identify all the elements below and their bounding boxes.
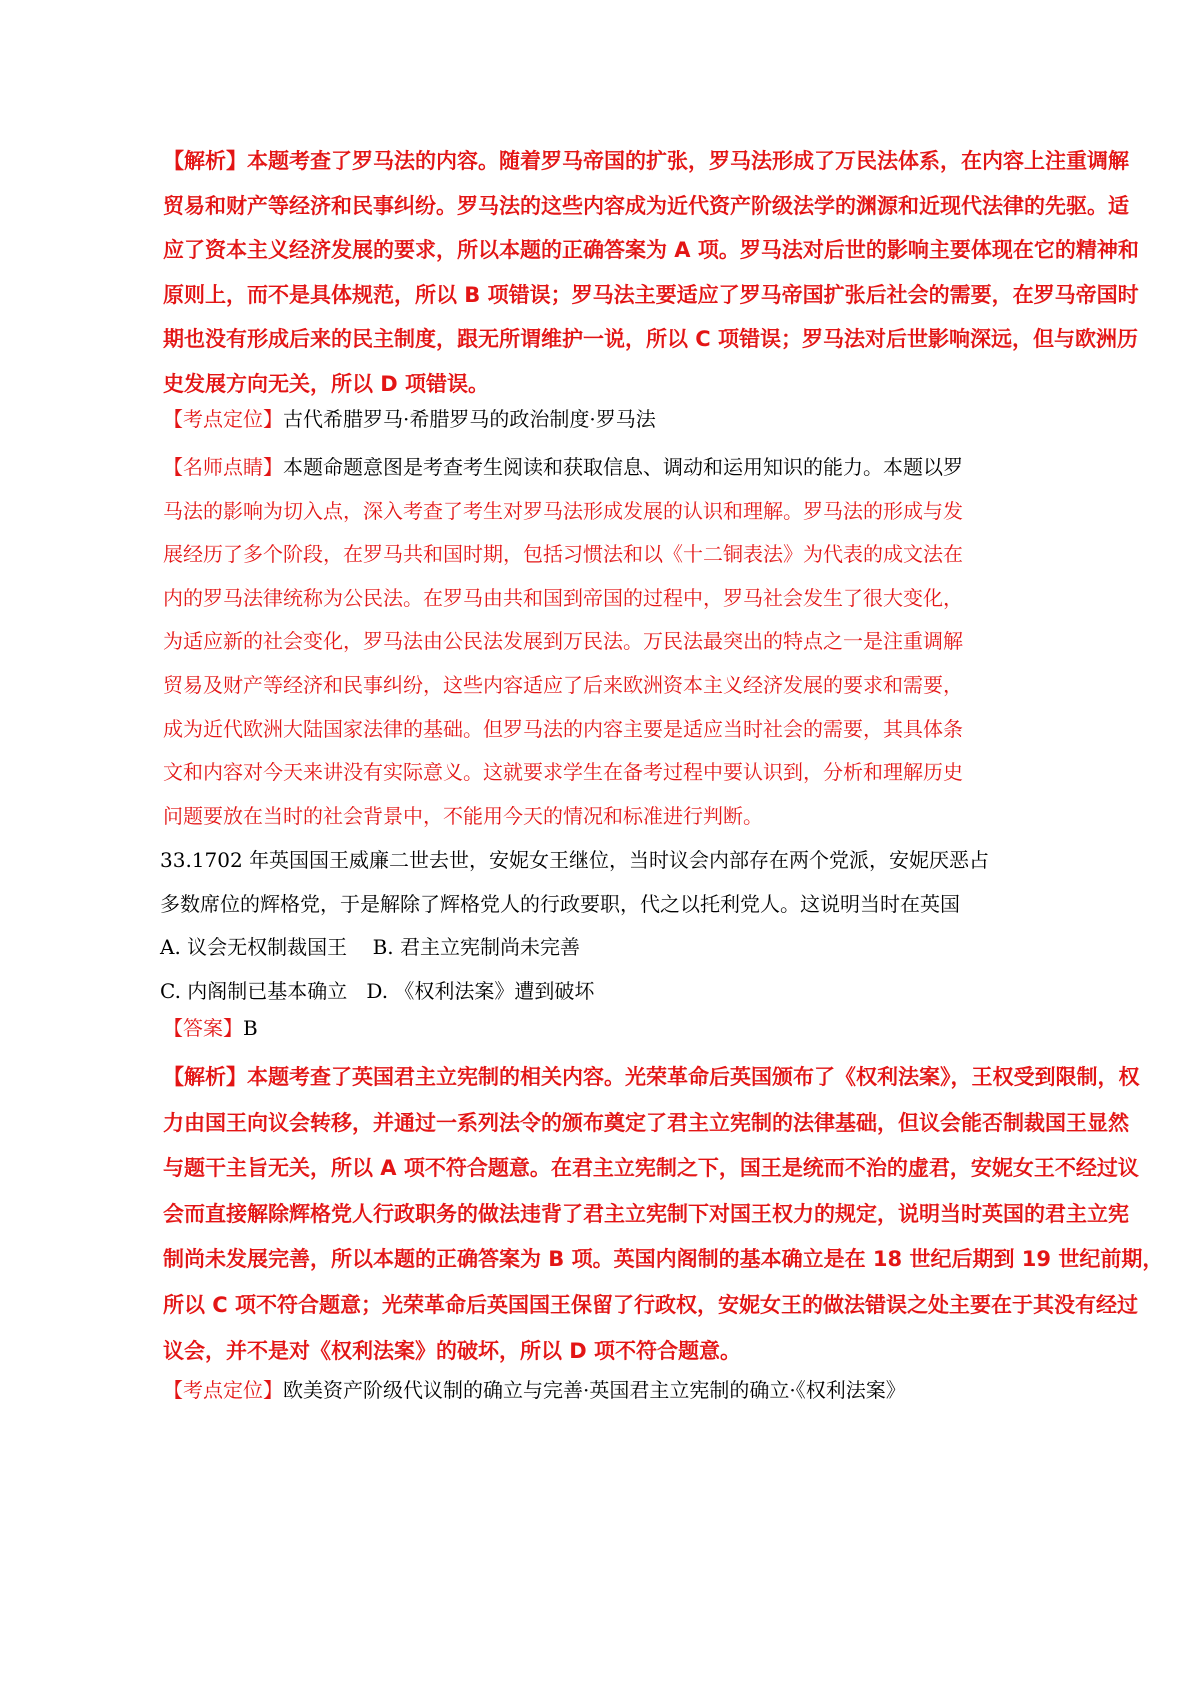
mingshi-line-5: 为适应新的社会变化，罗马法由公民法发展到万民法。万民法最突出的特点之一是注重调解 — [163, 629, 963, 654]
answer-tag: 【答案】 — [163, 1016, 243, 1040]
mingshi-line-8: 文和内容对今天来讲没有实际意义。这就要求学生在备考过程中要认识到，分析和理解历史 — [163, 760, 963, 785]
question-33-options-2: C. 内阁制已基本确立 D. 《权利法案》遭到破坏 — [160, 978, 595, 1003]
mingshi-line-9: 问题要放在当时的社会背景中，不能用今天的情况和标准进行判断。 — [163, 803, 763, 828]
analysis-2-line-6: 所以 C 项不符合题意；光荣革命后英国国王保留了行政权，安妮女王的做法错误之处主要在于其没有经过 — [163, 1292, 1139, 1317]
analysis-1-tag: 【解析】 — [163, 149, 247, 173]
question-33-options-1: A. 议会无权制裁国王 B. 君主立宪制尚未完善 — [160, 935, 580, 960]
analysis-2-line-7: 议会，并不是对《权利法案》的破坏，所以 D 项不符合题意。 — [163, 1338, 742, 1363]
analysis-1-line-3: 应了资本主义经济发展的要求，所以本题的正确答案为 A 项。罗马法对后世的影响主要体现在它的精神和 — [163, 238, 1139, 263]
analysis-2-line-5: 制尚未发展完善，所以本题的正确答案为 B 项。英国内阁制的基本确立是在 18 世纪后期到 19 世纪前期， — [163, 1247, 1164, 1272]
analysis-2-tag: 【解析】 — [163, 1065, 247, 1089]
question-33-line-1: 33.1702 年英国国王威廉二世去世，安妮女王继位，当时议会内部存在两个党派，安妮厌恶占 — [160, 848, 990, 872]
analysis-2-line-4: 会而直接解除辉格党人行政职务的做法违背了君主立宪制下对国王权力的规定，说明当时英国的君主立宪 — [163, 1201, 1129, 1226]
question-33 — [160, 839, 990, 1013]
mingshi-line-4: 内的罗马法律统称为公民法。在罗马由共和国到帝国的过程中，罗马社会发生了很大变化， — [163, 585, 963, 610]
analysis-1-line-2: 贸易和财产等经济和民事纠纷。罗马法的这些内容成为近代资产阶级法学的渊源和近现代法律的先驱。适 — [163, 193, 1129, 218]
mingshi-tag: 【名师点睛】 — [163, 455, 283, 479]
analysis-1-line-1: 【解析】本题考查了罗马法的内容。随着罗马帝国的扩张，罗马法形成了万民法体系，在内容上注重调解 — [163, 149, 1129, 173]
analysis-1-line-5: 期也没有形成后来的民主制度，跟无所谓维护一说，所以 C 项错误；罗马法对后世影响深远，但与欧洲历 — [163, 327, 1139, 352]
mingshi-line-3: 展经历了多个阶段，在罗马共和国时期，包括习惯法和以《十二铜表法》为代表的成文法在 — [163, 542, 963, 567]
analysis-block-1 — [163, 139, 1139, 407]
answer-33 — [163, 1013, 258, 1043]
analysis-1-line-4: 原则上，而不是具体规范，所以 B 项错误；罗马法主要适应了罗马帝国扩张后社会的需要，在罗马帝国时 — [163, 282, 1139, 307]
answer-value: B — [243, 1016, 258, 1040]
mingshi-block: 【名师点睛】本题命题意图是考查考生阅读和获取信息、调动和运用知识的能力。本题以罗 马法的影响为切入点，深入考查了考生对罗马法形成发展的认识和理解。罗马法的形成与发 展经历了多个阶段，在罗马共和国时期，包括习惯法和以《十二铜表法》为代表的成文法在 内的罗马法律统称为公民法。在罗马由共和国到帝国的过程中，罗马社会发生了很大变化， 为适应新的社会变化，罗马法由公民法发展到万民法。万民法最突出的特点之一是注重调解 贸易及财产等经济和民事纠纷，这些内容适应了后来欧洲资本主义经济发展的要求和需要， 成为近代欧洲大陆国家法律的基础。但罗马法的内容主要是适应当时社会的需要，其具体条 文和内容对今天来讲没有实际意义。这就要求学生在备考过程中要认识到，分析和理解历史 问题要放在当时的社会背景中，不能用今天的情况和标准进行判断。 — [163, 446, 963, 838]
analysis-2-line-1: 【解析】本题考查了英国君主立宪制的相关内容。光荣革命后英国颁布了《权利法案》，王权受到限制，权 — [163, 1065, 1140, 1089]
mingshi-line-2: 马法的影响为切入点，深入考查了考生对罗马法形成发展的认识和理解。罗马法的形成与发 — [163, 498, 963, 523]
mingshi-line-7: 成为近代欧洲大陆国家法律的基础。但罗马法的内容主要是适应当时社会的需要，其具体条 — [163, 716, 963, 741]
kaodian-2-text: 欧美资产阶级代议制的确立与完善·英国君主立宪制的确立·《权利法案》 — [283, 1378, 906, 1402]
analysis-2-line-3: 与题干主旨无关，所以 A 项不符合题意。在君主立宪制之下，国王是统而不治的虚君，安妮女王不经过议 — [163, 1156, 1139, 1181]
analysis-block-2 — [163, 1055, 1164, 1374]
mingshi-line-6: 贸易及财产等经济和民事纠纷，这些内容适应了后来欧洲资本主义经济发展的要求和需要， — [163, 672, 963, 697]
kaodian-1-text: 古代希腊罗马·希腊罗马的政治制度·罗马法 — [283, 407, 656, 431]
kaodian-block-2 — [163, 1375, 1063, 1405]
analysis-1-line-6: 史发展方向无关，所以 D 项错误。 — [163, 371, 490, 396]
kaodian-1-tag: 【考点定位】 — [163, 407, 283, 431]
kaodian-block-1 — [163, 404, 1063, 434]
kaodian-2-tag: 【考点定位】 — [163, 1378, 283, 1402]
analysis-2-line-2: 力由国王向议会转移，并通过一系列法令的颁布奠定了君主立宪制的法律基础，但议会能否制裁国王显然 — [163, 1110, 1129, 1135]
question-33-line-2: 多数席位的辉格党，于是解除了辉格党人的行政要职，代之以托利党人。这说明当时在英国 — [160, 891, 960, 916]
